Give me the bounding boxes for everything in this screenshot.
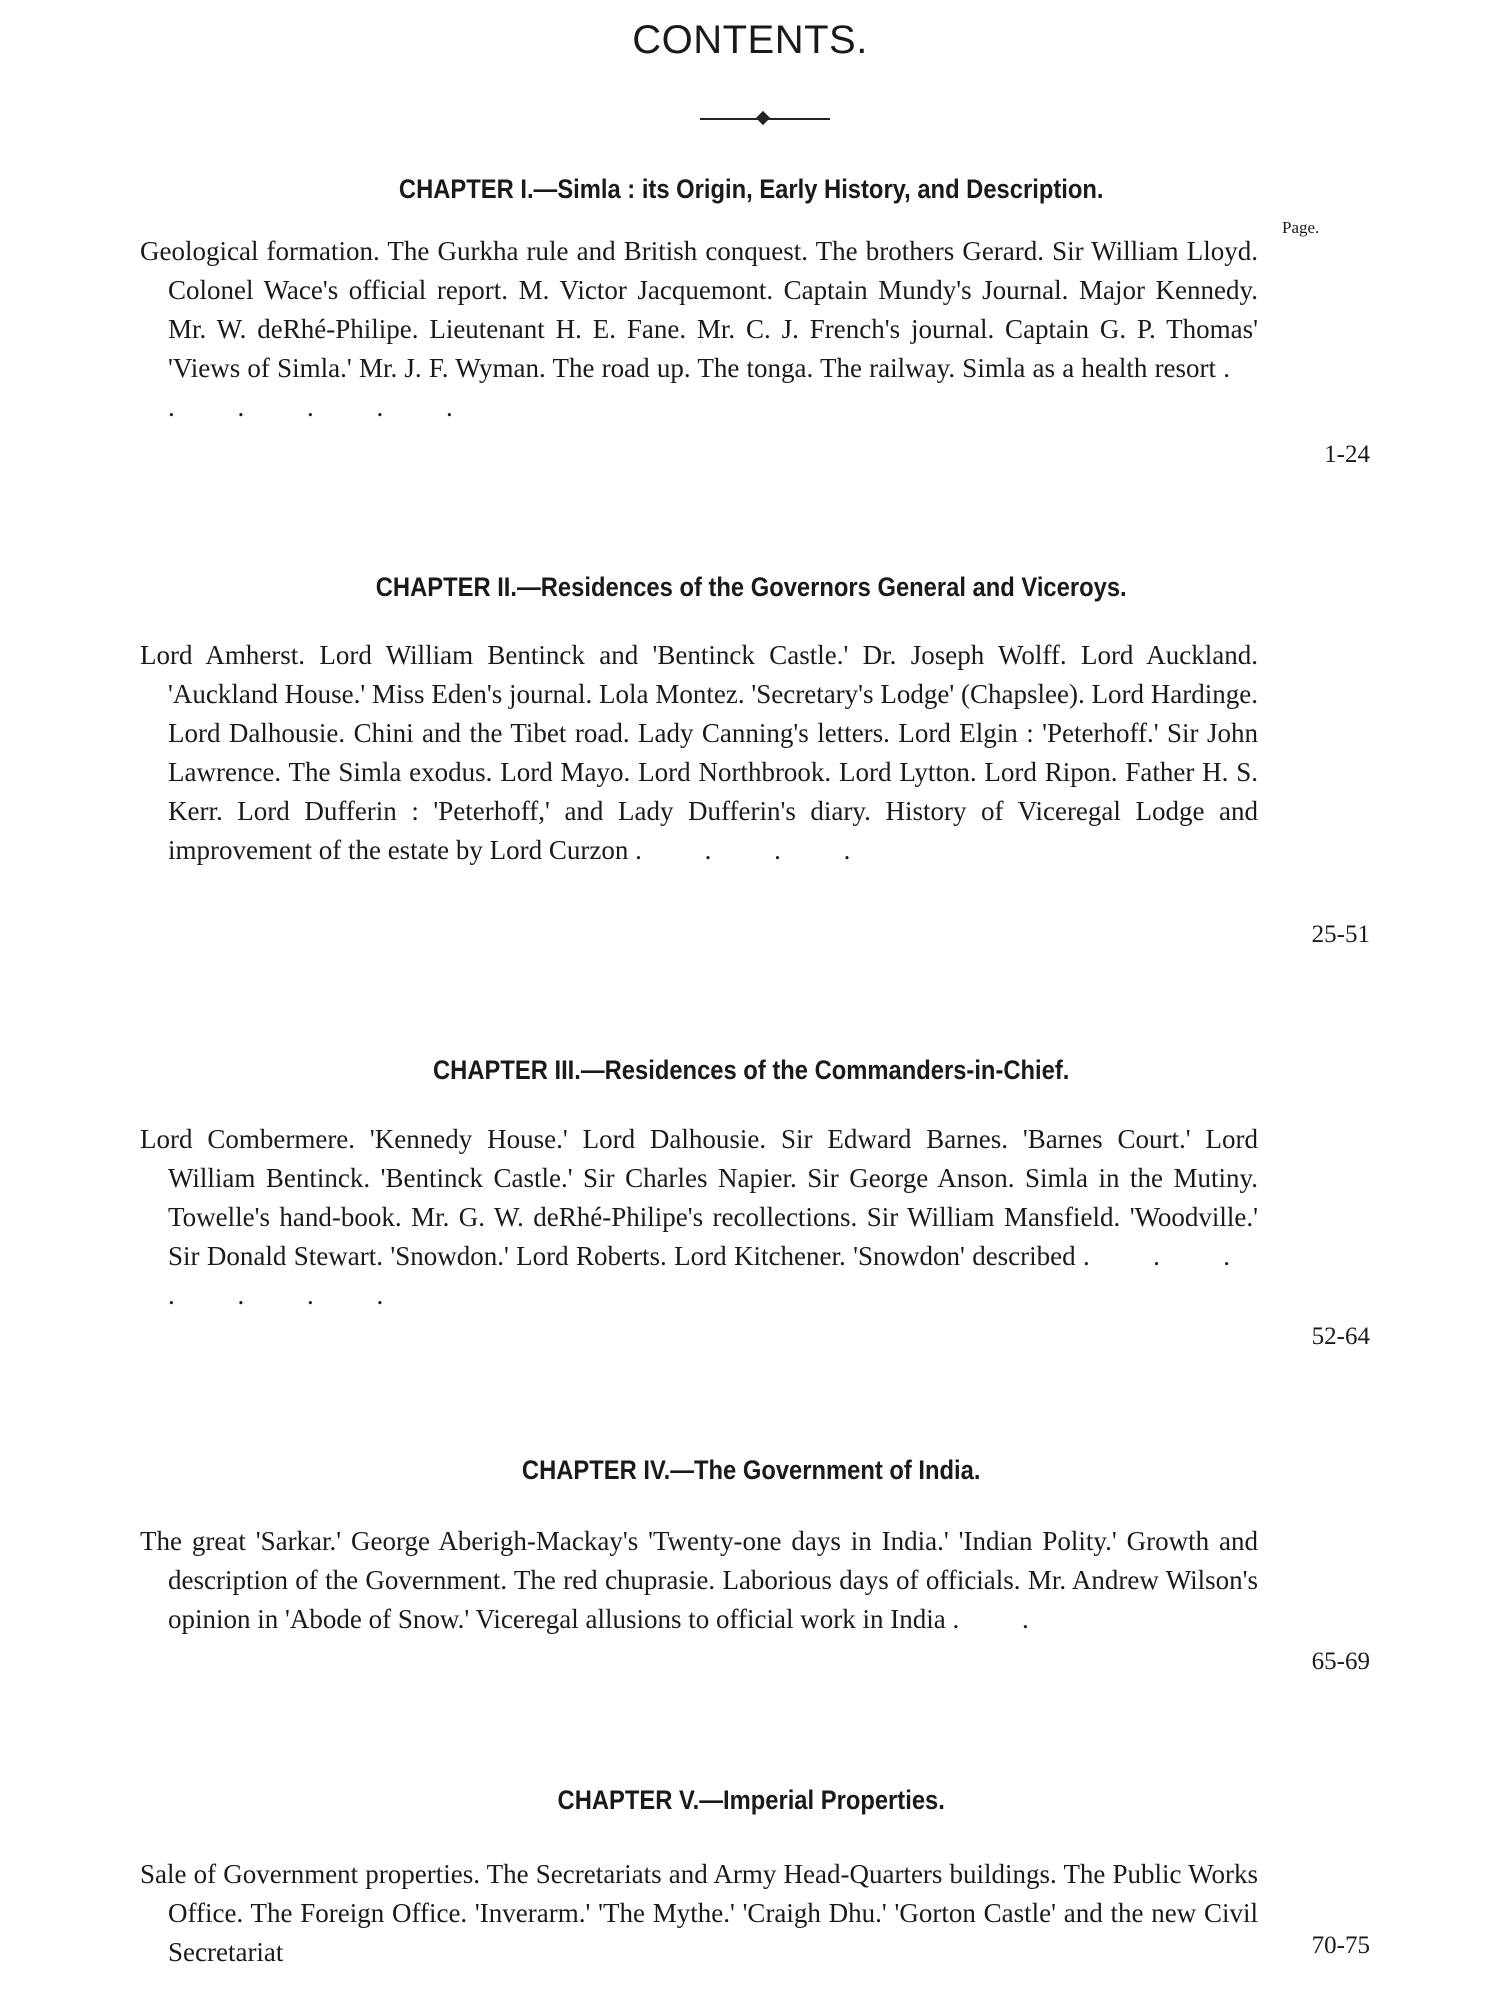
chapter-4-summary [140, 1522, 1258, 1639]
chapter-5-pages: 70-75 [1311, 1932, 1370, 1959]
chapter-2-summary [140, 636, 1258, 870]
chapter-2-pages: 25-51 [1311, 921, 1370, 948]
chapter-4-heading: CHAPTER IV.—The Government of India. [521, 1455, 981, 1485]
chapter-3-summary [140, 1120, 1258, 1315]
chapter-5-summary-text: Sale of Government properties. The Secretariats and Army Head-Quarters buildings. The Public Works Office. The Foreign Office. 'Inverarm.' 'The Mythe.' 'Craigh Dhu.' 'Gorton Castle' and the new Civil Secretariat [140, 1859, 1258, 1967]
chapter-2-leaders: . . . . [635, 835, 879, 865]
chapter-4-pages: 65-69 [1311, 1648, 1370, 1675]
chapter-5-summary [140, 1855, 1258, 1972]
chapter-4-summary-text: The great 'Sarkar.' George Aberigh-Mackay's 'Twenty-one days in India.' 'Indian Polity.' Growth and description of the Government. The red chuprasie. Laborious days of officials. Mr. Andrew Wilson's opinion in 'Abode of Snow.' Viceregal allusions to official work in India [140, 1526, 1258, 1634]
chapter-5-heading: CHAPTER V.—Imperial Properties. [557, 1785, 945, 1815]
chapter-1-pages: 1-24 [1324, 441, 1370, 468]
chapter-1-leaders: . . . . . . [168, 353, 1258, 422]
chapter-3-leaders: . . . . . . . [168, 1241, 1259, 1310]
page-column-label: Page. [1282, 218, 1320, 237]
chapter-1-summary-text: Geological formation. The Gurkha rule and British conquest. The brothers Gerard. Sir William Lloyd. Colonel Wace's official report. M. Victor Jacquemont. Captain Mundy's Journal. Major Kennedy. Mr. W. deRhé-Philipe. Lieutenant H. E. Fane. Mr. C. J. French's journal. Captain G. P. Thomas' 'Views of Simla.' Mr. J. F. Wyman. The road up. The tonga. The railway. Simla as a health resort [140, 236, 1258, 383]
chapter-4-leaders: . . [952, 1604, 1057, 1634]
chapter-2-heading: CHAPTER II.—Residences of the Governors General and Viceroys. [375, 572, 1127, 602]
chapter-2-summary-text: Lord Amherst. Lord William Bentinck and 'Bentinck Castle.' Dr. Joseph Wolff. Lord Auckland. 'Auckland House.' Miss Eden's journal. Lola Montez. 'Secretary's Lodge' (Chapslee). Lord Hardinge. Lord Dalhousie. Chini and the Tibet road. Lady Canning's letters. Lord Elgin : 'Peterhoff.' Sir John Lawrence. The Simla exodus. Lord Mayo. Lord Northbrook. Lord Lytton. Lord Ripon. Father H. S. Kerr. Lord Dufferin : 'Peterhoff,' and Lady Dufferin's diary. History of Viceregal Lodge and improvement of the estate by Lord Curzon [140, 640, 1258, 865]
chapter-3-summary-text: Lord Combermere. 'Kennedy House.' Lord Dalhousie. Sir Edward Barnes. 'Barnes Court.' Lord William Bentinck. 'Bentinck Castle.' Sir Charles Napier. Sir George Anson. Simla in the Mutiny. Towelle's hand-book. Mr. G. W. deRhé-Philipe's recollections. Sir William Mansfield. 'Woodville.' Sir Donald Stewart. 'Snowdon.' Lord Roberts. Lord Kitchener. 'Snowdon' described [140, 1124, 1258, 1271]
ornamental-divider [700, 118, 830, 120]
chapter-3-heading: CHAPTER III.—Residences of the Commanders-in-Chief. [433, 1055, 1070, 1085]
chapter-3-pages: 52-64 [1311, 1323, 1370, 1350]
chapter-1-heading: CHAPTER I.—Simla : its Origin, Early History, and Description. [398, 174, 1104, 204]
chapter-1-summary [140, 232, 1258, 427]
page-title: CONTENTS. [632, 18, 868, 62]
